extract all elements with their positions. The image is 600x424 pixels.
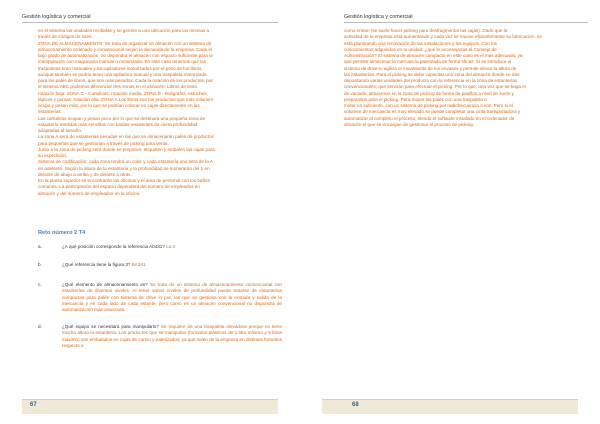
body-line: que permite almacenar la mercancía paletizada de forma eficaz. Si se introduce el (344, 59, 512, 65)
body-line: para los palés de libros, que son más pesados. Cada la rotación de los productos, por (38, 78, 213, 83)
question-text (62, 324, 282, 349)
body-line: rotación baja: ZONA C - Cartulinas: rotación media. ZONA B - Bolígrafos, estuches, (38, 90, 208, 96)
body-line: motor en suficiente, con un sistema de picking por radiofrecuencia o voz. Pero si el (344, 103, 513, 108)
body-line: aunque también se podría tener una apiladora manual y una traspaleta motorizada (38, 71, 207, 77)
question-answer: La 2 (166, 244, 176, 249)
body-line: las estanterías. Para el picking se debe capacitar una zona del almacén donde se irán (344, 71, 520, 77)
header-rule (344, 22, 588, 23)
body-line: Administración? El sistema de almacén compacto en este caso es el más adecuado, ya (344, 53, 523, 58)
question-text (62, 282, 282, 313)
body-line: sistema de drive-in agiliza el movimiento de los envases y permite elevar la altura de (344, 65, 517, 71)
body-line: través de códigos de lotes. (38, 34, 93, 40)
body-line: en el sistema las unidades recibidas y se genere a una ubicación para las mismas a (38, 28, 210, 33)
body-line: convencionales, que servirán para efectuar el picking. Por lo que, una vez que se haga el (344, 84, 526, 90)
body-line: ZONA DE ALMACENAMIENTO: Se trata de organizar un almacén con un sistema de (38, 40, 212, 46)
header-rule (22, 22, 278, 23)
question-prompt: ¿A qué posición corresponde la referencia A0431? (62, 244, 167, 249)
question-text (62, 262, 282, 268)
body-line: La zona A será de estanterías pesadas en las que se almacenarán palés de productos (38, 134, 214, 140)
question-item (38, 262, 282, 268)
page-number: 68 (352, 402, 359, 408)
body-line: conocimientos adquiridos en la unidad, ¿qué le aconsejarías al Consejo de (344, 46, 497, 52)
body-line: En la planta superior se encontrarán las oficinas y el área de personal con los baños (38, 178, 210, 183)
body-line: almacén el que se encargue de gestionar el proceso de picking. (344, 121, 474, 127)
question-item (38, 324, 282, 349)
body-line: estantería medidas más sencillas con baldas resistentes de cierta profundidad (38, 121, 198, 127)
question-letter: b. (38, 262, 42, 267)
body-line: bajo grado de automatización, no dispondrá el almacén con espacio suficiente para la (38, 53, 213, 58)
body-line: el sistema ABC podemos diferenciar tres zonas en el almacén: Libros de texto (38, 84, 198, 90)
body-line: traspaletas eran manuales y los apiladores motorizados por el peso de los libros, (38, 65, 203, 71)
page-footer (322, 399, 578, 414)
question-letter: a. (38, 244, 42, 249)
body-line: ocupa y pesan más, por lo que se podrían colocar en cajas directamente en las (38, 103, 200, 108)
body-line: como entran (se suele hacer picking para desfragmentar las cajas). Dado que la (344, 28, 508, 33)
body-line: en adelante. Según la altura de la estantería y la profundidad se numerarán del 1 en (38, 165, 210, 171)
body-line: automatizar al completo el proceso, siendo el software instalado en el ordenador de (344, 115, 515, 121)
body-line: manipulación con maquinaria manual o motorizada. En este caso tenemos que las (38, 59, 207, 65)
question-text (62, 244, 282, 250)
body-text (344, 28, 584, 128)
question-prompt: ¿Qué elemento de almacenamiento es? (62, 282, 150, 287)
question-answer: BA341 (131, 262, 146, 267)
body-line: estanterías. (38, 109, 63, 115)
question-item (38, 282, 282, 313)
body-line: adaptadas al tamaño. (38, 128, 83, 133)
section-heading: Reto número 2 T4 (38, 230, 86, 236)
body-line: Las cartulinas ocupan y pesan poco por lo que se destinará una pequeña zona de (38, 115, 206, 121)
page-number: 67 (30, 402, 37, 408)
question-letter: d. (38, 324, 42, 329)
body-text (38, 28, 282, 197)
question-answer: Se requiere de una traspaleta elevadora porque no tiene mucha altura la estantería. Los productos que se manipulan (formatos plásticos de 1 litro mínimo y 5 litros máximo) son embalados en cajas de cartón y paletizados, ya que salen de la empresa en distintos formatos respecto a (62, 324, 283, 348)
question-prompt: ¿Qué equipo se necesitará para manipularlo? (62, 324, 161, 329)
body-line: almacén y del número de empleados en la oficina. (38, 190, 141, 196)
running-header: Gestión logística y comercial (344, 14, 413, 20)
question-letter: c. (38, 282, 42, 287)
right-page (300, 0, 600, 424)
body-line: de vaciado, almacenar en la zona de picking de forma de pasillos a nivel de suelo y (344, 90, 514, 96)
body-line: está planteando una renovación de las instalaciones y los equipos. Con los (344, 40, 497, 46)
question-answer: Se trata de un sistema de almacenamiento convencional con estanterías de diversos niveles. Al tener varios niveles de profundidad puede tratarse de estanterías compactas para palés con sistema de drive in por, las que se gestiona con la entrada y salida de la mercancía y en cada lado de cada estante, pero como es un almacén convencional no dispondrá de automatización más avanzada. (62, 282, 282, 312)
question-prompt: ¿Qué referencia tiene la figura 3? (62, 262, 132, 267)
body-line: prepararlos para el picking. Para mover los palés con una traspaleta o (344, 96, 487, 102)
body-line: almacenamiento ordenado y convencional según la demanda de la empresa. Cada el (38, 46, 212, 52)
question-item (38, 244, 282, 250)
body-line: Sistema de codificación: cada zona tendrá un color y cada estantería una letra de la A (38, 159, 213, 165)
body-line: comunes. La participación del espacio dependerá del número de empleados en (38, 184, 200, 190)
body-line: actividad de la empresa está aumentando y cada vez se mueve eficientemente su fabricación, se (344, 34, 542, 40)
page-footer (22, 399, 278, 414)
body-line: delante de abajo a arriba y de delante a atrás. (38, 171, 132, 177)
body-line: para pequeñas que se gestionan a través de picking para venta. (38, 140, 169, 146)
body-line: lápices y gomas: rotación alta. ZONA A Los libros son los productos que más volumen (38, 96, 214, 102)
body-line: volumen de mercancía es muy elevado se puede completar una cinta transportadora y (344, 109, 521, 115)
body-line: Junto a la zona de picking será donde se preparen, etiqueten y embalen las cajas para (38, 146, 215, 152)
body-line: depositando varias unidades del producto con la referencia en la zona de estanterías (344, 78, 518, 83)
running-header: Gestión logística y comercial (22, 14, 91, 20)
body-line: su expedición. (38, 153, 68, 158)
